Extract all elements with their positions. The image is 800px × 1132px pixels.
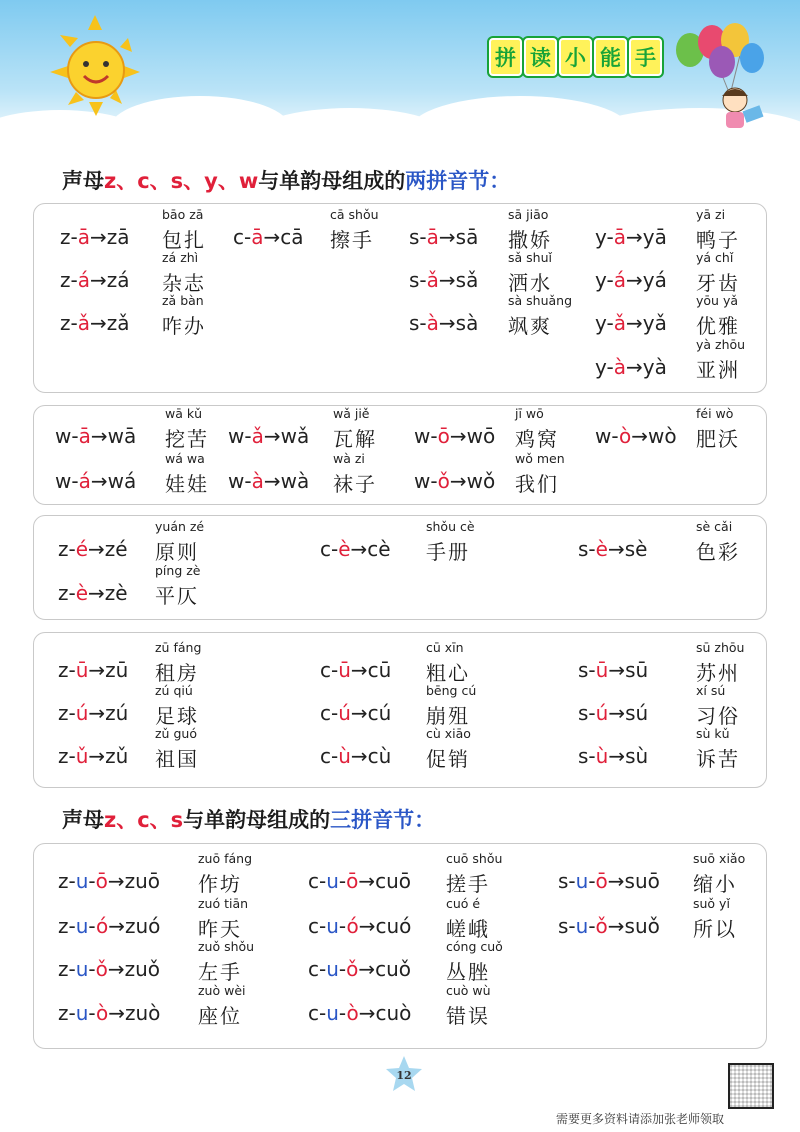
pinyin-formula: [58, 1001, 160, 1025]
vowel: ǎ: [251, 424, 264, 448]
vowel: ò: [346, 1001, 359, 1025]
result-syllable: →zuó: [108, 914, 161, 938]
pinyin-formula: [558, 869, 660, 893]
word-chinese: 擦手: [330, 228, 374, 252]
result-syllable: →zū: [88, 658, 129, 682]
pinyin-formula: [578, 537, 647, 561]
medial: u: [575, 869, 589, 893]
dash: -: [88, 1001, 96, 1025]
word-pinyin: píng zè: [155, 563, 201, 578]
pinyin-formula: [578, 744, 648, 768]
section-heading-three-syllable: [62, 804, 435, 834]
vowel: à: [613, 355, 626, 379]
initial: z-: [60, 268, 78, 292]
result-syllable: →cuǒ: [358, 957, 412, 981]
pinyin-formula: [60, 268, 130, 292]
word-pinyin: bāo zā: [162, 207, 204, 222]
section-heading-two-syllable: [62, 165, 510, 195]
initial: w-: [228, 424, 252, 448]
word-chinese: 牙齿: [696, 271, 740, 295]
pinyin-formula: [58, 658, 128, 682]
dash: -: [338, 957, 347, 981]
initial: w-: [414, 424, 438, 448]
word-chinese: 缩小: [693, 872, 737, 896]
word-chinese: 鸡窝: [515, 427, 559, 451]
dash: -: [338, 914, 347, 938]
word-pinyin: sā jiāo: [508, 207, 549, 222]
title-char: 读: [524, 38, 557, 76]
result-syllable: →zé: [88, 537, 128, 561]
pinyin-formula: [60, 225, 130, 249]
initial: c-: [308, 957, 327, 981]
initial: s-: [409, 311, 427, 335]
medial: u: [75, 869, 89, 893]
pinyin-formula: [409, 268, 478, 292]
word-chinese: 飒爽: [508, 314, 552, 338]
initial: z-: [58, 701, 76, 725]
word-pinyin: sū zhōu: [696, 640, 745, 655]
vowel: ō: [346, 869, 359, 893]
word-pinyin: yà zhōu: [696, 337, 746, 352]
pinyin-formula: [60, 311, 130, 335]
initial: z-: [60, 225, 78, 249]
pinyin-formula: [233, 225, 304, 249]
result-syllable: →cuó: [358, 914, 412, 938]
result-syllable: →wò: [631, 424, 677, 448]
initial: w-: [55, 424, 79, 448]
heading-colon: ：: [489, 169, 511, 193]
word-chinese: 昨天: [198, 917, 242, 941]
word-pinyin: cū xīn: [426, 640, 464, 655]
vowel: ò: [96, 1001, 109, 1025]
vowel: ǎ: [77, 311, 90, 335]
vowel: ù: [338, 744, 351, 768]
heading-text: 声母: [62, 808, 104, 832]
word-pinyin: zǔ guó: [155, 726, 197, 741]
title-char: 拼: [489, 38, 522, 76]
word-pinyin: cā shǒu: [330, 207, 379, 222]
word-chinese: 租房: [155, 661, 199, 685]
title-badge: [489, 38, 662, 76]
initial: z-: [60, 311, 78, 335]
initial: z-: [58, 957, 76, 981]
vowel: ā: [251, 225, 264, 249]
word-chinese: 促销: [426, 747, 470, 771]
result-syllable: →cù: [350, 744, 392, 768]
initial: s-: [578, 537, 596, 561]
word-pinyin: cuó é: [446, 896, 481, 911]
medial: u: [75, 957, 89, 981]
result-syllable: →wà: [263, 469, 310, 493]
vowel: ā: [78, 424, 91, 448]
initial: z-: [58, 658, 76, 682]
word-pinyin: wá wa: [165, 451, 205, 466]
initial: w-: [414, 469, 438, 493]
vowel: ō: [437, 424, 450, 448]
result-syllable: →yá: [625, 268, 667, 292]
medial: u: [326, 1001, 339, 1025]
word-pinyin: sù kǔ: [696, 726, 730, 741]
title-char: 小: [559, 38, 592, 76]
pinyin-formula: [55, 424, 136, 448]
dash: -: [588, 869, 596, 893]
pinyin-formula: [595, 424, 677, 448]
word-pinyin: cù xiāo: [426, 726, 471, 741]
pinyin-formula: [578, 658, 648, 682]
result-syllable: →zǎ: [89, 311, 130, 335]
word-pinyin: yá chǐ: [696, 250, 734, 265]
word-pinyin: wǒ men: [515, 451, 565, 466]
word-pinyin: suǒ yǐ: [693, 896, 730, 911]
heading-letters: z、c、s: [104, 808, 184, 832]
pinyin-formula: [58, 957, 160, 981]
pinyin-formula: [228, 469, 309, 493]
initial: y-: [595, 355, 614, 379]
result-syllable: →sú: [608, 701, 649, 725]
word-chinese: 挖苦: [165, 427, 209, 451]
result-syllable: →cú: [350, 701, 392, 725]
initial: y-: [595, 225, 614, 249]
vowel: ó: [346, 914, 359, 938]
pinyin-formula: [308, 914, 411, 938]
word-pinyin: zū fáng: [155, 640, 202, 655]
word-chinese: 作坊: [198, 872, 242, 896]
result-syllable: →zā: [89, 225, 130, 249]
vowel: á: [78, 469, 91, 493]
vowel: ō: [595, 869, 608, 893]
pinyin-formula: [558, 914, 660, 938]
word-pinyin: zǎ bàn: [162, 293, 204, 308]
vowel: ú: [75, 701, 89, 725]
initial: s-: [558, 914, 576, 938]
result-syllable: →suō: [607, 869, 660, 893]
vowel: è: [338, 537, 351, 561]
word-pinyin: yā zi: [696, 207, 726, 222]
group-box-u: [33, 632, 767, 788]
result-syllable: →cuò: [358, 1001, 412, 1025]
group-box-w: [33, 405, 767, 505]
word-chinese: 诉苦: [696, 747, 740, 771]
sun-icon: [50, 15, 140, 116]
word-pinyin: shǒu cè: [426, 519, 475, 534]
initial: s-: [578, 744, 596, 768]
vowel: ǔ: [75, 744, 89, 768]
dash: -: [338, 869, 347, 893]
initial: w-: [228, 469, 252, 493]
vowel: à: [426, 311, 439, 335]
word-chinese: 鸭子: [696, 228, 740, 252]
word-pinyin: sè cǎi: [696, 519, 733, 534]
dash: -: [88, 869, 96, 893]
result-syllable: →yà: [625, 355, 667, 379]
vowel: ā: [613, 225, 626, 249]
initial: z-: [58, 869, 76, 893]
vowel: é: [75, 537, 89, 561]
initial: s-: [558, 869, 576, 893]
header-illustration: [0, 0, 800, 160]
pinyin-formula: [58, 537, 128, 561]
heading-highlight: 两拼音节: [405, 169, 490, 193]
vowel: ū: [338, 658, 351, 682]
result-syllable: →yǎ: [625, 311, 667, 335]
result-syllable: →cū: [350, 658, 392, 682]
medial: u: [326, 869, 339, 893]
initial: z-: [58, 744, 76, 768]
initial: w-: [55, 469, 79, 493]
vowel: ò: [618, 424, 632, 448]
pinyin-formula: [58, 701, 128, 725]
page-number-star: [384, 1054, 424, 1094]
word-chinese: 粗心: [426, 661, 470, 685]
result-syllable: →sā: [438, 225, 479, 249]
word-chinese: 手册: [426, 540, 470, 564]
initial: c-: [320, 537, 339, 561]
vowel: ā: [426, 225, 439, 249]
pinyin-formula: [595, 225, 667, 249]
word-chinese: 祖国: [155, 747, 199, 771]
result-syllable: →cè: [350, 537, 391, 561]
vowel: ù: [595, 744, 609, 768]
medial: u: [75, 914, 89, 938]
pinyin-formula: [414, 424, 495, 448]
word-pinyin: sà shuǎng: [508, 293, 573, 308]
word-pinyin: féi wò: [696, 406, 734, 421]
pinyin-formula: [58, 869, 160, 893]
word-pinyin: wǎ jiě: [333, 406, 370, 421]
result-syllable: →sè: [607, 537, 648, 561]
vowel: á: [77, 268, 90, 292]
clouds: [0, 96, 800, 160]
heading-text: 与单韵母组成的: [183, 808, 331, 832]
vowel: ō: [95, 869, 108, 893]
vowel: á: [613, 268, 626, 292]
result-syllable: →zuǒ: [107, 957, 161, 981]
word-chinese: 崩殂: [426, 704, 470, 728]
initial: z-: [58, 914, 76, 938]
medial: u: [75, 1001, 89, 1025]
word-pinyin: suō xiǎo: [693, 851, 746, 866]
word-pinyin: xí sú: [696, 683, 726, 698]
vowel: ā: [77, 225, 90, 249]
vowel: è: [75, 581, 89, 605]
heading-colon: ：: [414, 808, 436, 832]
dash: -: [588, 914, 596, 938]
result-syllable: →wō: [449, 424, 496, 448]
word-chinese: 洒水: [508, 271, 552, 295]
heading-text: 声母: [62, 169, 104, 193]
pinyin-formula: [409, 311, 478, 335]
vowel: à: [251, 469, 264, 493]
vowel: ǎ: [426, 268, 439, 292]
vowel: ū: [595, 658, 609, 682]
initial: s-: [409, 225, 427, 249]
initial: w-: [595, 424, 619, 448]
word-chinese: 娃娃: [165, 472, 209, 496]
initial: y-: [595, 311, 614, 335]
result-syllable: →yā: [625, 225, 667, 249]
result-syllable: →wā: [90, 424, 137, 448]
word-chinese: 我们: [515, 472, 559, 496]
pinyin-formula: [308, 957, 411, 981]
word-pinyin: cuō shǒu: [446, 851, 503, 866]
vowel: ǒ: [346, 957, 359, 981]
initial: z-: [58, 1001, 76, 1025]
heading-text: 与单韵母组成的: [258, 169, 406, 193]
initial: c-: [320, 744, 339, 768]
page-number: 12: [396, 1069, 412, 1082]
word-chinese: 丛脞: [446, 960, 490, 984]
medial: u: [326, 914, 339, 938]
initial: z-: [58, 537, 76, 561]
word-chinese: 搓手: [446, 872, 490, 896]
vowel: ǎ: [613, 311, 626, 335]
dash: -: [338, 1001, 347, 1025]
pinyin-formula: [578, 701, 648, 725]
initial: s-: [409, 268, 427, 292]
pinyin-formula: [228, 424, 309, 448]
pinyin-formula: [58, 914, 160, 938]
heading-letters: z、c、s、y、w: [104, 169, 259, 193]
result-syllable: →wǎ: [263, 424, 310, 448]
result-syllable: →wǒ: [449, 469, 496, 493]
balloons-icon: [676, 23, 764, 95]
word-chinese: 原则: [155, 540, 199, 564]
initial: z-: [58, 581, 76, 605]
word-pinyin: cuò wù: [446, 983, 491, 998]
result-syllable: →cā: [263, 225, 304, 249]
result-syllable: →zú: [88, 701, 129, 725]
word-pinyin: yuán zé: [155, 519, 205, 534]
initial: c-: [320, 658, 339, 682]
vowel: ú: [595, 701, 609, 725]
result-syllable: →wá: [90, 469, 137, 493]
result-syllable: →suǒ: [607, 914, 660, 938]
word-pinyin: zá zhì: [162, 250, 199, 265]
result-syllable: →sū: [608, 658, 649, 682]
medial: u: [326, 957, 339, 981]
title-char: 能: [594, 38, 627, 76]
result-syllable: →sǎ: [438, 268, 479, 292]
pinyin-formula: [58, 581, 128, 605]
vowel: ó: [96, 914, 109, 938]
result-syllable: →sù: [608, 744, 649, 768]
pinyin-formula: [320, 658, 391, 682]
heading-highlight: 三拼音节: [330, 808, 415, 832]
pinyin-formula: [595, 268, 667, 292]
word-pinyin: zuǒ shǒu: [198, 939, 255, 954]
result-syllable: →zuō: [107, 869, 161, 893]
word-chinese: 所以: [693, 917, 737, 941]
pinyin-formula: [308, 1001, 411, 1025]
word-chinese: 足球: [155, 704, 199, 728]
qr-code: [728, 1063, 774, 1109]
word-chinese: 肥沃: [696, 427, 740, 451]
pinyin-formula: [320, 537, 391, 561]
vowel: ǒ: [437, 469, 450, 493]
word-pinyin: bēng cú: [426, 683, 477, 698]
word-chinese: 平仄: [155, 584, 199, 608]
vowel: ǒ: [595, 914, 608, 938]
word-chinese: 嵯峨: [446, 917, 490, 941]
vowel: ǒ: [95, 957, 108, 981]
word-chinese: 包扎: [162, 228, 206, 252]
pinyin-formula: [595, 355, 667, 379]
word-pinyin: zuō fáng: [198, 851, 253, 866]
word-pinyin: wà zi: [333, 451, 365, 466]
group-box-e: [33, 515, 767, 620]
result-syllable: →zuò: [108, 1001, 161, 1025]
word-chinese: 袜子: [333, 472, 377, 496]
result-syllable: →cuō: [358, 869, 412, 893]
result-syllable: →sà: [438, 311, 479, 335]
word-chinese: 优雅: [696, 314, 740, 338]
footer-note: 需要更多资料请添加张老师领取: [556, 1112, 725, 1126]
result-syllable: →zè: [88, 581, 128, 605]
word-pinyin: wā kǔ: [165, 406, 203, 421]
initial: s-: [578, 701, 596, 725]
word-chinese: 杂志: [162, 271, 206, 295]
word-chinese: 瓦解: [333, 427, 377, 451]
pinyin-formula: [308, 869, 411, 893]
title-char: 手: [629, 38, 662, 76]
word-chinese: 左手: [198, 960, 242, 984]
word-pinyin: jī wō: [515, 406, 544, 421]
initial: y-: [595, 268, 614, 292]
word-chinese: 色彩: [696, 540, 740, 564]
result-syllable: →zá: [89, 268, 130, 292]
pinyin-formula: [58, 744, 128, 768]
word-pinyin: zuó tiān: [198, 896, 249, 911]
initial: c-: [233, 225, 252, 249]
word-chinese: 习俗: [696, 704, 740, 728]
vowel: è: [595, 537, 608, 561]
pinyin-formula: [409, 225, 478, 249]
initial: c-: [320, 701, 339, 725]
word-chinese: 咋办: [162, 314, 206, 338]
dash: -: [88, 957, 96, 981]
word-chinese: 撒娇: [508, 228, 552, 252]
word-pinyin: yōu yǎ: [696, 293, 738, 308]
result-syllable: →zǔ: [88, 744, 129, 768]
vowel: ú: [338, 701, 351, 725]
word-chinese: 座位: [198, 1004, 242, 1028]
word-pinyin: zuò wèi: [198, 983, 246, 998]
initial: c-: [308, 869, 327, 893]
pinyin-formula: [55, 469, 136, 493]
word-pinyin: sǎ shuǐ: [508, 250, 552, 265]
pinyin-formula: [320, 701, 391, 725]
dash: -: [88, 914, 96, 938]
word-chinese: 错误: [446, 1004, 490, 1028]
initial: c-: [308, 1001, 327, 1025]
initial: s-: [578, 658, 596, 682]
medial: u: [575, 914, 589, 938]
word-chinese: 苏州: [696, 661, 740, 685]
initial: c-: [308, 914, 327, 938]
pinyin-formula: [320, 744, 391, 768]
word-chinese: 亚洲: [696, 358, 740, 382]
pinyin-formula: [595, 311, 667, 335]
word-pinyin: cóng cuǒ: [446, 939, 503, 954]
word-pinyin: zú qiú: [155, 683, 193, 698]
vowel: ū: [75, 658, 89, 682]
pinyin-formula: [414, 469, 495, 493]
